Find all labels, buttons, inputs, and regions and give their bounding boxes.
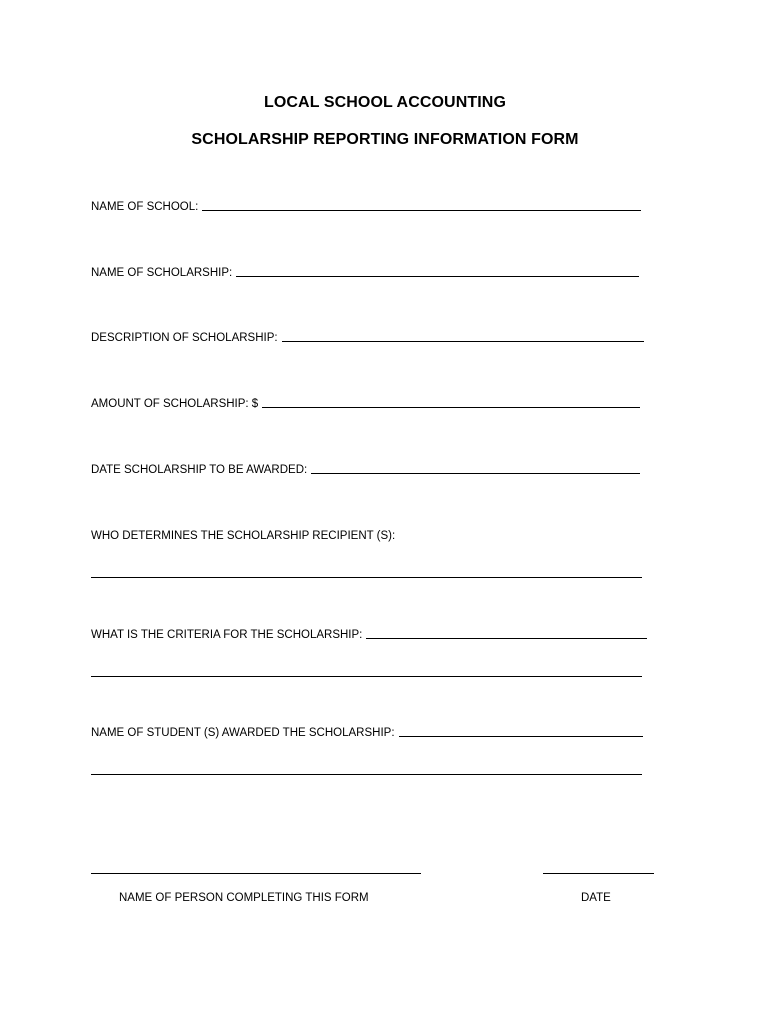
school-name-row xyxy=(91,201,641,213)
signature-date-label: DATE xyxy=(581,892,611,904)
school-name-field[interactable] xyxy=(202,209,641,211)
scholarship-name-row xyxy=(91,267,639,279)
students-awarded-label: NAME OF STUDENT (S) AWARDED THE SCHOLARSHIP: xyxy=(91,727,395,739)
signature-name-label: NAME OF PERSON COMPLETING THIS FORM xyxy=(119,892,369,904)
award-date-row xyxy=(91,464,640,476)
criteria-field[interactable] xyxy=(366,637,647,639)
scholarship-name-field[interactable] xyxy=(236,275,639,277)
who-determines-label: WHO DETERMINES THE SCHOLARSHIP RECIPIENT (S): xyxy=(91,530,396,542)
form-subtitle: SCHOLARSHIP REPORTING INFORMATION FORM xyxy=(191,131,579,148)
students-awarded-row xyxy=(91,727,643,739)
who-determines-field[interactable] xyxy=(91,577,642,578)
criteria-row xyxy=(91,629,647,641)
award-date-label: DATE SCHOLARSHIP TO BE AWARDED: xyxy=(91,464,308,476)
signature-name-field[interactable] xyxy=(91,873,421,874)
students-awarded-field[interactable] xyxy=(399,735,643,737)
description-field[interactable] xyxy=(282,340,644,342)
amount-row xyxy=(91,398,640,410)
criteria-field-line-2[interactable] xyxy=(91,676,642,677)
description-label: DESCRIPTION OF SCHOLARSHIP: xyxy=(91,332,278,344)
school-name-label: NAME OF SCHOOL: xyxy=(91,201,199,213)
students-awarded-field-line-2[interactable] xyxy=(91,774,642,775)
amount-label: AMOUNT OF SCHOLARSHIP: $ xyxy=(91,398,259,410)
signature-date-field[interactable] xyxy=(543,873,654,874)
form-title: LOCAL SCHOOL ACCOUNTING xyxy=(263,94,506,111)
award-date-field[interactable] xyxy=(311,472,640,474)
amount-field[interactable] xyxy=(262,406,640,408)
who-determines-row xyxy=(91,530,395,542)
scholarship-name-label: NAME OF SCHOLARSHIP: xyxy=(91,267,233,279)
criteria-label: WHAT IS THE CRITERIA FOR THE SCHOLARSHIP: xyxy=(91,629,363,641)
description-row xyxy=(91,332,644,344)
